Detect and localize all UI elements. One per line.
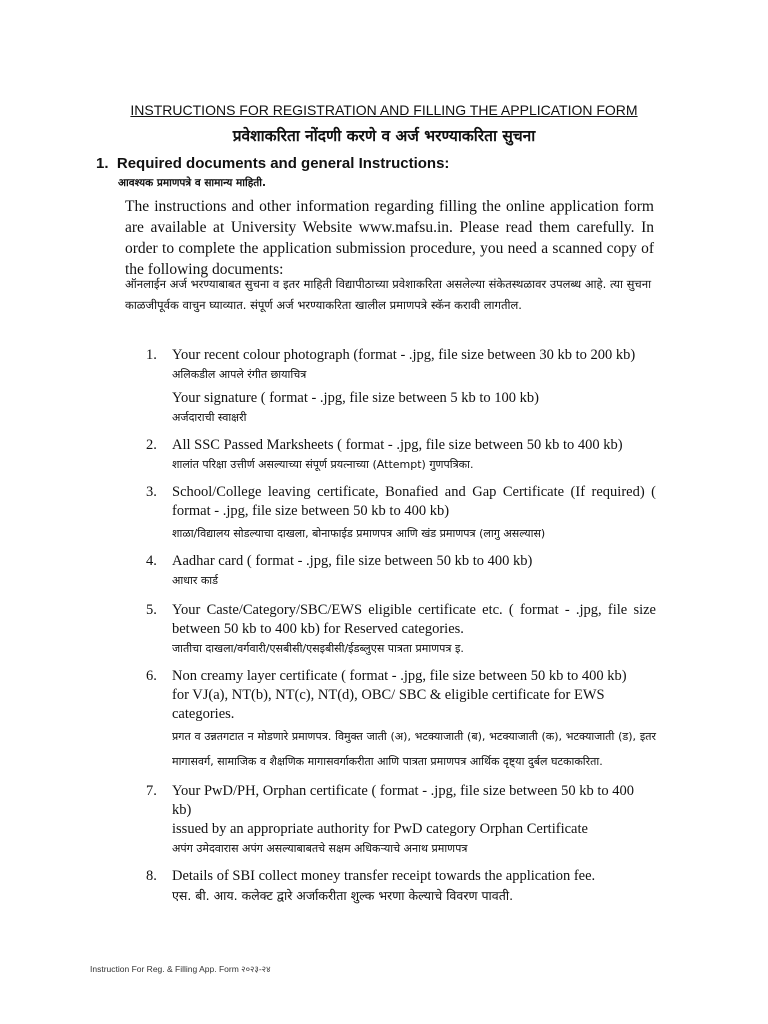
item-text-marathi: आधार कार्ड	[172, 574, 219, 587]
intro-paragraph-marathi: ऑनलाईन अर्ज भरण्याबाबत सुचना व इतर माहिती विद्यापीठाच्या प्रवेशाकरिता असलेल्या संकेतस्थळावर उपलब्ध आहे. त्या सुचना काळजीपूर्वक वाचुन घ्याव्यात. संपूर्ण अर्ज भरण्याकरिता खालील प्रमाणपत्रे स्कॅन करावी लागतील.	[125, 277, 652, 312]
document-list	[146, 346, 656, 905]
item-number: 1.	[146, 347, 157, 363]
section-heading-marathi: आवश्यक प्रमाणपत्रे व सामान्य माहिती.	[118, 177, 266, 189]
item-text-marathi: अपंग उमेदवारास अपंग असल्याबाबतचे सक्षम अधिकऱ्याचे अनाथ प्रमाणपत्र	[172, 842, 468, 855]
item-text-marathi: जातीचा दाखला/वर्गवारी/एसबीसी/एसइबीसी/ईडब्लुएस पात्रता प्रमाणपत्र इ.	[172, 642, 464, 655]
page-title-english: INSTRUCTIONS FOR REGISTRATION AND FILLING THE APPLICATION FORM	[130, 102, 638, 118]
item-text-marathi: एस. बी. आय. कलेक्ट द्वारे अर्जाकरीता शुल्क भरणा केल्याचे विवरण पावती.	[172, 888, 514, 903]
item-number: 2.	[146, 437, 157, 453]
item-text-marathi: प्रगत व उन्नतगटात न मोडणारे प्रमाणपत्र. विमुक्त जाती (अ), भटक्याजाती (ब), भटक्याजाती (क), भटक्याजाती (ड), इतर मागासवर्ग, सामाजिक व शैक्षणिक मागासवर्गाकरीता आणि पात्रता प्रमाणपत्र आर्थिक दृष्ट्या दुर्बल घटकाकरिता.	[172, 730, 656, 768]
page-footer: Instruction For Reg. & Filling App. Form २०२३-२४	[90, 964, 271, 974]
list-item-4	[146, 552, 656, 591]
section-heading-text: Required documents and general Instructions:	[116, 155, 450, 172]
item-text-marathi: शाळा/विद्यालय सोडल्याचा दाखला, बोनाफाईड प्रमाणपत्र आणि खंड प्रमाणपत्र (लागु असल्यास)	[172, 527, 546, 540]
item-text-secondary: issued by an appropriate authority for PwD category Orphan Certificate	[172, 821, 588, 837]
item-text: All SSC Passed Marksheets ( format - .jpg, file size between 50 kb to 400 kb)	[172, 437, 623, 453]
item-text: Your recent colour photograph (format - .jpg, file size between 30 kb to 200 kb)	[172, 347, 636, 363]
section-number: 1.	[96, 155, 109, 172]
item-number: 6.	[146, 668, 157, 684]
list-item-2	[146, 436, 656, 475]
page-title-marathi: प्रवेशाकरिता नोंदणी करणे व अर्ज भरण्याकरिता सुचना	[232, 127, 536, 145]
item-text-secondary: Your signature ( format - .jpg, file size between 5 kb to 100 kb)	[172, 390, 539, 406]
item-number: 3.	[146, 484, 157, 500]
item-text: Aadhar card ( format - .jpg, file size between 50 kb to 400 kb)	[172, 553, 533, 569]
section-heading	[96, 155, 449, 172]
list-item-8	[146, 867, 656, 905]
item-text-marathi: शालांत परिक्षा उत्तीर्ण असल्याच्या संपूर्ण प्रयत्नाच्या (Attempt) गुणपत्रिका.	[172, 458, 474, 471]
item-text: School/College leaving certificate, Bonafied and Gap Certificate (If required) ( format - .jpg, file size between 50 kb to 400 kb)	[172, 484, 656, 519]
item-text-marathi: अलिकडील आपले रंगीत छायाचित्र	[172, 368, 307, 381]
list-item-6	[146, 667, 656, 774]
list-item-5	[146, 601, 656, 659]
item-number: 5.	[146, 602, 157, 618]
list-item-1	[146, 346, 656, 428]
item-number: 4.	[146, 553, 157, 569]
item-text-secondary-marathi: अर्जदाराची स्वाक्षरी	[172, 411, 247, 424]
item-text-secondary: for VJ(a), NT(b), NT(c), NT(d), OBC/ SBC & eligible certificate for EWS categories.	[172, 687, 605, 722]
item-number: 8.	[146, 868, 157, 884]
intro-paragraph: The instructions and other information regarding filling the online application form are available at University Website www.mafsu.in. Please read them carefully. In order to complete the application submission procedure, you need a scanned copy of the following documents:	[125, 198, 654, 278]
item-text: Details of SBI collect money transfer receipt towards the application fee.	[172, 868, 596, 884]
list-item-3	[146, 483, 656, 546]
list-item-7	[146, 782, 656, 859]
item-text: Your PwD/PH, Orphan certificate ( format - .jpg, file size between 50 kb to 400 kb)	[172, 783, 635, 818]
item-text: Your Caste/Category/SBC/EWS eligible certificate etc. ( format - .jpg, file size between 50 kb to 400 kb) for Reserved categories.	[172, 602, 656, 637]
item-text: Non creamy layer certificate ( format - .jpg, file size between 50 kb to 400 kb)	[172, 668, 627, 684]
item-number: 7.	[146, 783, 157, 799]
